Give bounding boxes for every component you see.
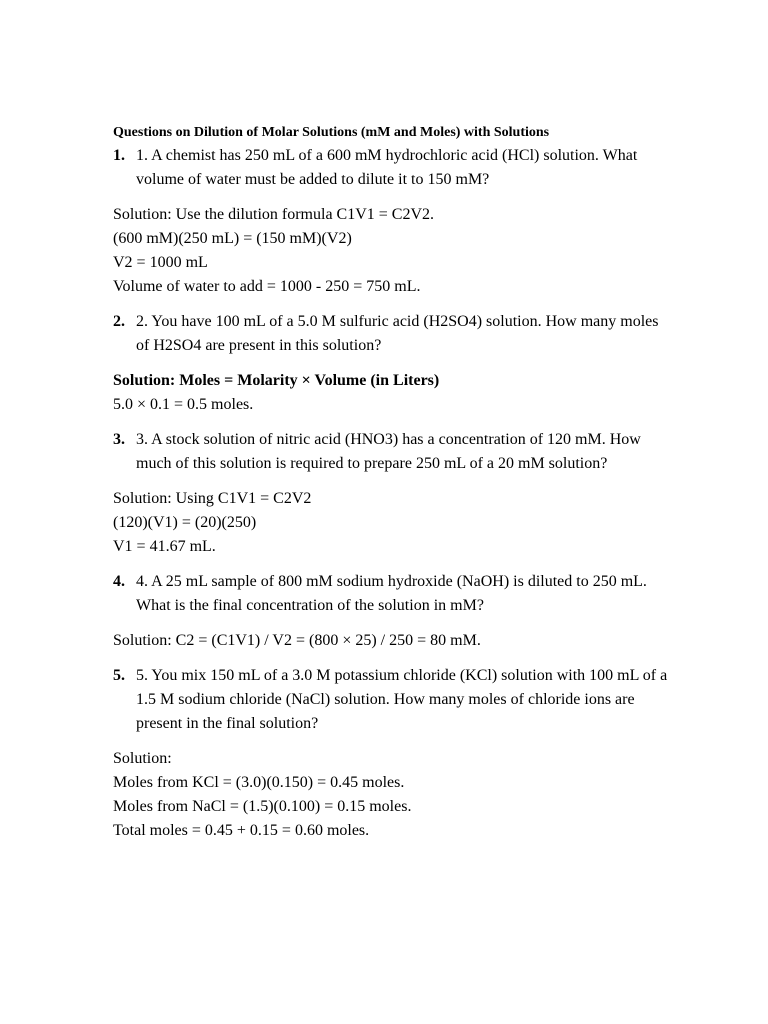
question-2 <box>113 310 673 358</box>
question-number: 5. <box>113 667 125 684</box>
solution-line: (120)(V1) = (20)(250) <box>113 514 257 531</box>
solution-2 <box>113 369 673 417</box>
solution-line: V2 = 1000 mL <box>113 254 208 271</box>
solution-line: Solution: Use the dilution formula C1V1 = C2V2. <box>113 206 435 223</box>
question-text: 3. A stock solution of nitric acid (HNO3) has a concentration of 120 mM. How much of this solution is required to prepare 250 mL of a 20 mM solution? <box>136 431 641 472</box>
solution-1 <box>113 203 673 299</box>
question-number: 3. <box>113 431 125 448</box>
question-1 <box>113 144 673 192</box>
document-title: Questions on Dilution of Molar Solutions (mM and Moles) with Solutions <box>113 125 550 140</box>
document-page <box>113 124 673 854</box>
solution-4 <box>113 629 673 653</box>
solution-line: Volume of water to add = 1000 - 250 = 750 mL. <box>113 278 421 295</box>
solution-line: (600 mM)(250 mL) = (150 mM)(V2) <box>113 230 352 247</box>
solution-3 <box>113 487 673 559</box>
question-number: 1. <box>113 147 125 164</box>
question-5 <box>113 664 673 736</box>
solution-line: Solution: Using C1V1 = C2V2 <box>113 490 312 507</box>
question-number: 2. <box>113 313 125 330</box>
solution-line: V1 = 41.67 mL. <box>113 538 216 555</box>
solution-line: Moles from KCl = (3.0)(0.150) = 0.45 moles. <box>113 774 405 791</box>
solution-line: Solution: Moles = Molarity × Volume (in Liters) <box>113 372 440 389</box>
solution-line: 5.0 × 0.1 = 0.5 moles. <box>113 396 254 413</box>
solution-line: Solution: <box>113 750 172 767</box>
question-4 <box>113 570 673 618</box>
question-text: 1. A chemist has 250 mL of a 600 mM hydrochloric acid (HCl) solution. What volume of water must be added to dilute it to 150 mM? <box>136 147 638 188</box>
question-number: 4. <box>113 573 125 590</box>
solution-line: Total moles = 0.45 + 0.15 = 0.60 moles. <box>113 822 370 839</box>
solution-line: Solution: C2 = (C1V1) / V2 = (800 × 25) / 250 = 80 mM. <box>113 632 481 649</box>
question-text: 2. You have 100 mL of a 5.0 M sulfuric acid (H2SO4) solution. How many moles of H2SO4 are present in this solution? <box>136 313 659 354</box>
solution-line: Moles from NaCl = (1.5)(0.100) = 0.15 moles. <box>113 798 412 815</box>
question-text: 4. A 25 mL sample of 800 mM sodium hydroxide (NaOH) is diluted to 250 mL. What is the final concentration of the solution in mM? <box>136 573 647 614</box>
question-text: 5. You mix 150 mL of a 3.0 M potassium chloride (KCl) solution with 100 mL of a 1.5 M sodium chloride (NaCl) solution. How many moles of chloride ions are present in the final solution? <box>136 667 668 732</box>
question-3 <box>113 428 673 476</box>
solution-5 <box>113 747 673 843</box>
